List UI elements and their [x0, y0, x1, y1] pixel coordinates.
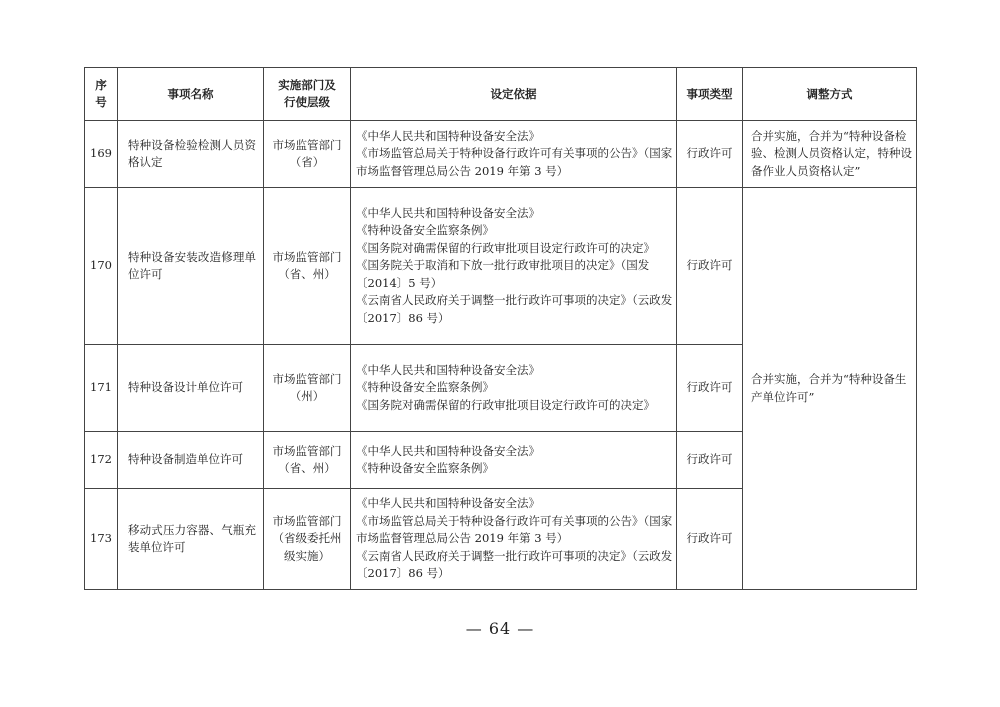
header-dept: 实施部门及行使层级	[264, 68, 351, 121]
header-seq: 序号	[85, 68, 118, 121]
row-adjust: 合并实施，合并为“特种设备检验、检测人员资格认定，特种设备作业人员资格认定”	[743, 121, 917, 188]
row-dept: 市场监管部门（州）	[264, 345, 351, 432]
row-item-name: 特种设备制造单位许可	[118, 432, 264, 489]
row-basis: 《中华人民共和国特种设备安全法》 《特种设备安全监察条例》	[351, 432, 677, 489]
row-type: 行政许可	[677, 121, 743, 188]
row-item-name: 移动式压力容器、气瓶充装单位许可	[118, 489, 264, 590]
row-dept: 市场监管部门（省、州）	[264, 432, 351, 489]
row-dept: 市场监管部门（省级委托州级实施）	[264, 489, 351, 590]
header-type: 事项类型	[677, 68, 743, 121]
table-row	[85, 121, 917, 188]
row-item-name: 特种设备设计单位许可	[118, 345, 264, 432]
row-seq: 170	[85, 188, 118, 345]
row-type: 行政许可	[677, 489, 743, 590]
row-dept: 市场监管部门（省、州）	[264, 188, 351, 345]
row-basis: 《中华人民共和国特种设备安全法》 《特种设备安全监察条例》 《国务院对确需保留的行政审批项目设定行政许可的决定》	[351, 345, 677, 432]
header-name: 事项名称	[118, 68, 264, 121]
row-basis: 《中华人民共和国特种设备安全法》 《特种设备安全监察条例》 《国务院对确需保留的行政审批项目设定行政许可的决定》 《国务院关于取消和下放一批行政审批项目的决定》（国发〔2014〕5 号） 《云南省人民政府关于调整一批行政许可事项的决定》（云政发〔2017〕86 号）	[351, 188, 677, 345]
row-type: 行政许可	[677, 432, 743, 489]
row-basis: 《中华人民共和国特种设备安全法》 《市场监管总局关于特种设备行政许可有关事项的公告》（国家市场监督管理总局公告 2019 年第 3 号）	[351, 121, 677, 188]
header-adjust: 调整方式	[743, 68, 917, 121]
permit-adjustment-table	[84, 67, 917, 590]
row-seq: 171	[85, 345, 118, 432]
row-seq: 169	[85, 121, 118, 188]
row-type: 行政许可	[677, 188, 743, 345]
row-dept: 市场监管部门（省）	[264, 121, 351, 188]
row-adjust-merged: 合并实施，合并为“特种设备生产单位许可”	[743, 188, 917, 590]
table-row	[85, 188, 917, 345]
row-basis: 《中华人民共和国特种设备安全法》 《市场监管总局关于特种设备行政许可有关事项的公告》（国家市场监督管理总局公告 2019 年第 3 号） 《云南省人民政府关于调整一批行政许可事项的决定》（云政发〔2017〕86 号）	[351, 489, 677, 590]
table-header-row	[85, 68, 917, 121]
row-item-name: 特种设备检验检测人员资格认定	[118, 121, 264, 188]
row-type: 行政许可	[677, 345, 743, 432]
row-item-name: 特种设备安装改造修理单位许可	[118, 188, 264, 345]
row-seq: 173	[85, 489, 118, 590]
header-basis: 设定依据	[351, 68, 677, 121]
page-number: — 64 —	[465, 619, 535, 638]
row-seq: 172	[85, 432, 118, 489]
